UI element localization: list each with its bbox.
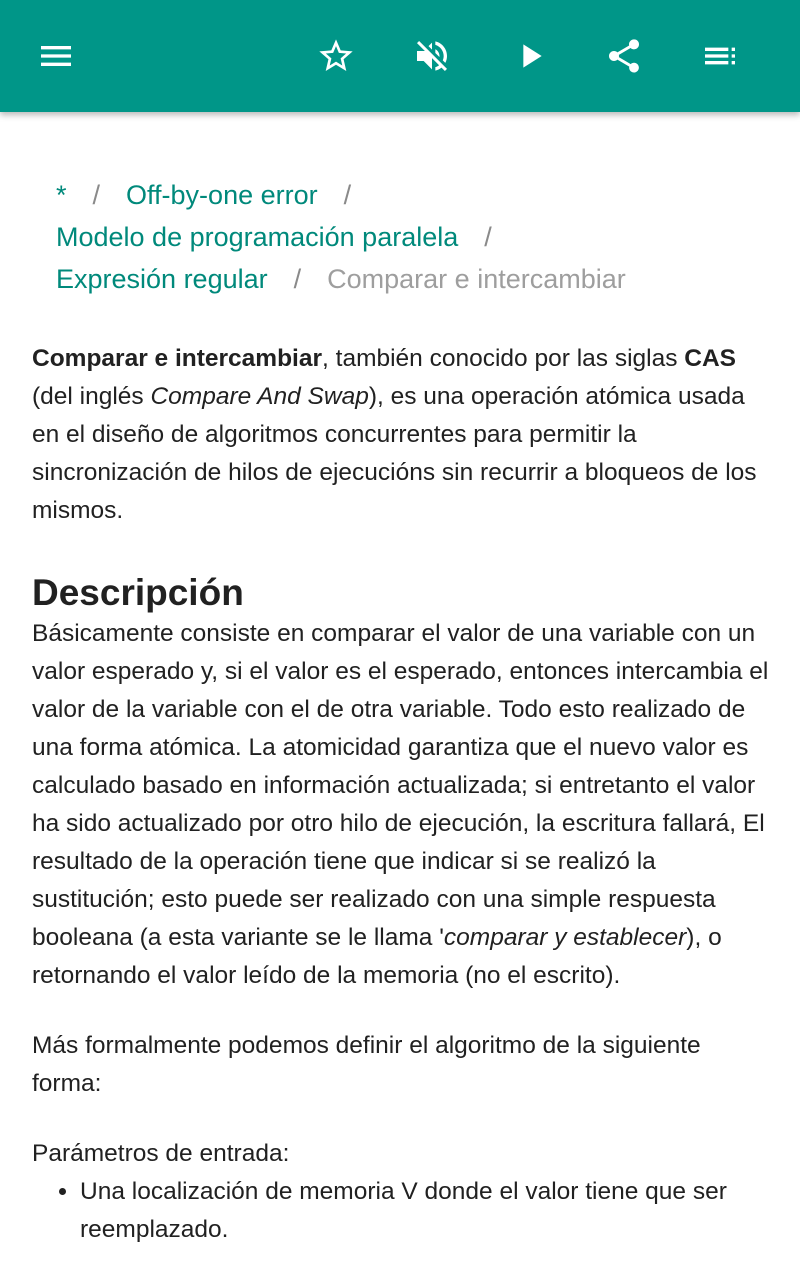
intro-text: ), es una operación atómica usada en el diseño de algoritmos concurrentes para permitir la sincronización de hilos de ejecucións sin recurrir a bloqueos de los mismos. [32, 383, 757, 524]
description-text: Básicamente consiste en comparar el valor de una variable con un valor esperado y, si el valor es el esperado, entonces intercambia el valor de la variable con el de otra variable. Todo esto realizado de una forma atómica. La atomicidad garantiza que el nuevo valor es calculado basado en información actualizada; si entretanto el valor ha sido actualizado por otro hilo de ejecución, la escritura fallará, El resultado de la operación tiene que indicar si se realizó la sustitución; esto puede ser realizado con una simple respuesta booleana (a esta variante se le llama ' [32, 620, 769, 951]
volume-off-icon [412, 36, 452, 76]
play-icon [510, 36, 550, 76]
breadcrumb-separator: / [343, 180, 352, 210]
share-icon [604, 36, 644, 76]
table-of-contents-button[interactable] [692, 28, 748, 84]
intro-text: (del inglés [32, 383, 151, 410]
app-toolbar [0, 0, 800, 112]
breadcrumb-link-root[interactable]: * [56, 180, 67, 210]
intro-paragraph [32, 340, 772, 530]
description-text: ), o retornando el valor leído de la memoria (no el escrito). [32, 924, 722, 989]
play-button[interactable] [502, 28, 558, 84]
section-heading-descripcion: Descripción [32, 572, 244, 613]
params-label: Parámetros de entrada: [32, 1140, 290, 1167]
english-term: Compare And Swap [150, 383, 369, 410]
intro-text: , también conocido por las siglas [322, 345, 685, 372]
breadcrumb-link-off-by-one-error[interactable]: Off-by-one error [126, 180, 318, 210]
share-button[interactable] [596, 28, 652, 84]
article-content [0, 112, 800, 1280]
breadcrumb-link-expresion-regular[interactable]: Expresión regular [56, 264, 268, 294]
breadcrumb-separator: / [293, 264, 302, 294]
breadcrumb-separator: / [92, 180, 101, 210]
star-outline-icon [316, 36, 356, 76]
description-paragraph [32, 615, 772, 995]
article-term: Comparar e intercambiar [32, 345, 323, 372]
hamburger-menu-icon [36, 36, 76, 76]
breadcrumb-link-modelo-programacion-paralela[interactable]: Modelo de programación paralela [56, 222, 459, 252]
list-item: • Una localización de memoria V donde el valor tiene que ser reemplazado. [80, 1173, 772, 1249]
bookmark-button[interactable] [308, 28, 364, 84]
mute-button[interactable] [404, 28, 460, 84]
breadcrumb-separator: / [484, 222, 492, 252]
breadcrumb-current: Comparar e intercambiar [327, 264, 626, 294]
breadcrumb [56, 174, 756, 300]
article-acronym: CAS [684, 345, 737, 372]
description-italic-term: comparar y establecer [443, 924, 687, 951]
menu-button[interactable] [28, 28, 84, 84]
table-of-contents-icon [700, 36, 740, 76]
params-list [32, 1173, 772, 1249]
formal-paragraph: Más formalmente podemos definir el algoritmo de la siguiente forma: [32, 1032, 701, 1097]
article-body [32, 340, 772, 1249]
